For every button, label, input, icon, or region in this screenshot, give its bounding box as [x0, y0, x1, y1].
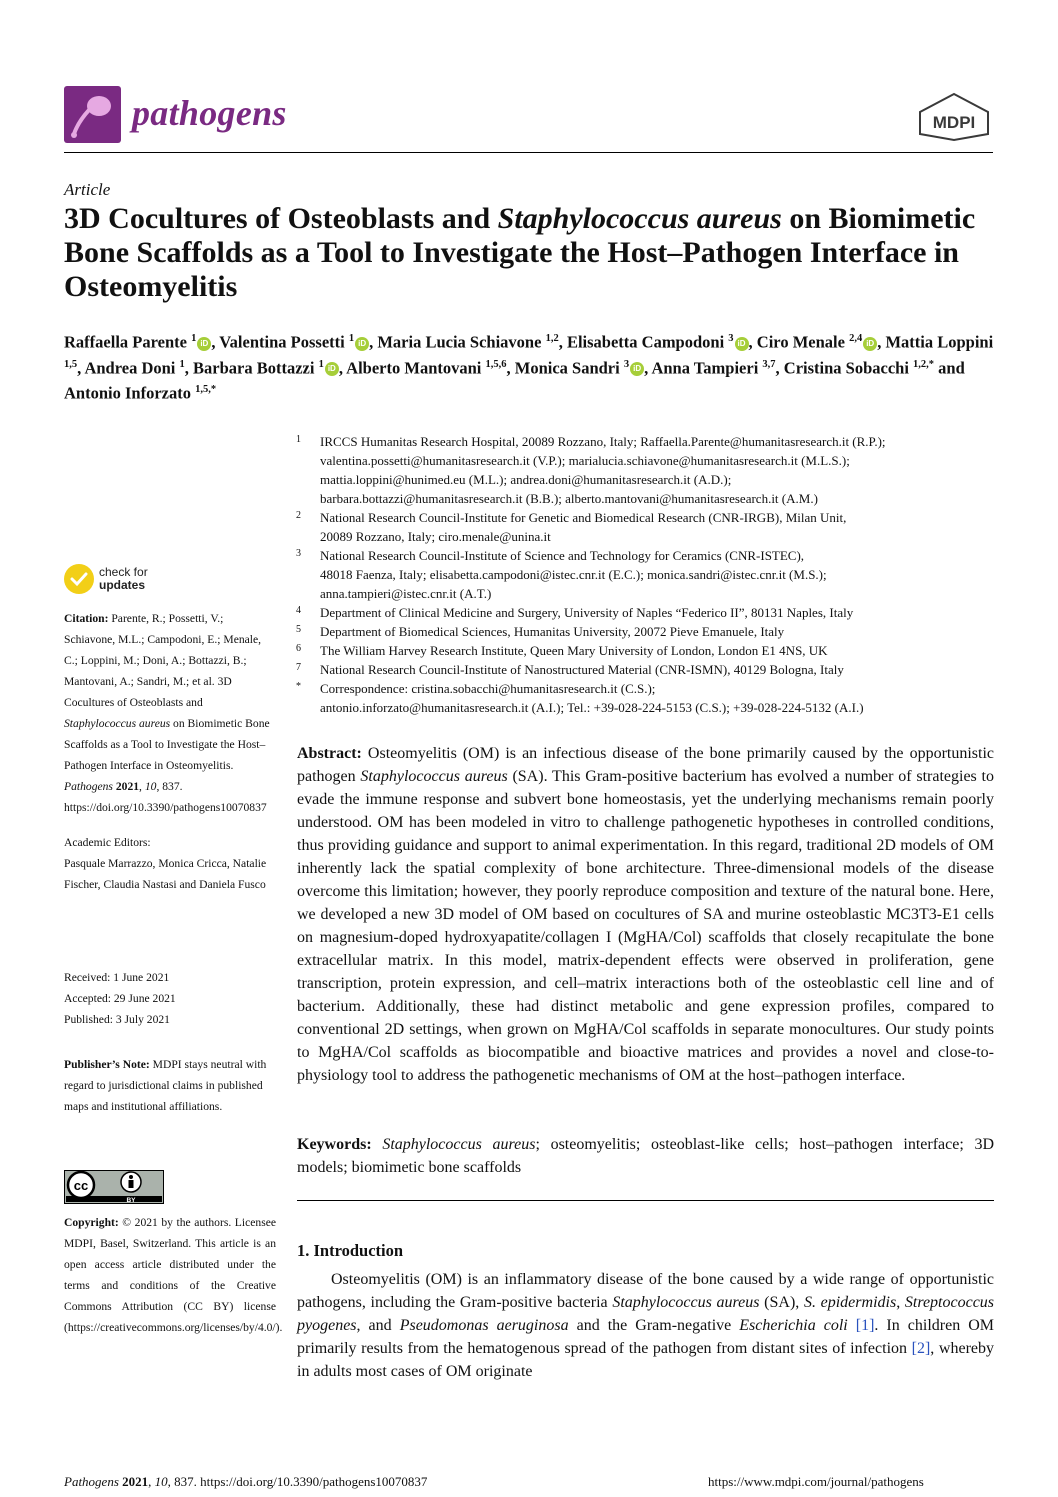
- author-name[interactable]: Mattia Loppini: [885, 332, 994, 352]
- cc-label: cc: [73, 1178, 89, 1193]
- affiliation-item: [296, 622, 996, 641]
- citation-text-1: Parente, R.; Possetti, V.; Schiavone, M.L.; Campodoni, E.; Menale, C.; Loppini, M.; Doni, A.; Bottazzi, B.; Mantovani, A.; Sandri, M.; et al. 3D Cocultures of Osteoblasts and: [64, 612, 262, 709]
- orcid-icon[interactable]: iD: [735, 337, 749, 351]
- article-type: Article: [64, 180, 111, 199]
- academic-editors: [64, 832, 276, 895]
- author-separator: ,: [506, 358, 515, 377]
- abstract-text-2: (SA). This Gram-positive bacterium has evolved a number of strategies to evade the immune response and subvert bone homeostasis, yet the underlying mechanisms remain poorly understood. OM has been modeled in vitro to challenge pathogenetic hypotheses in controlled conditions, thus providing guidance and support to animal experimentation. In this regard, traditional 2D models of OM inherently lack the spatial complexity of bone architecture. Three-dimensional models of the disease overcome this limitation; however, they poorly reproduce composition and texture of the natural bone. Here, we developed a new 3D model of OM based on cocultures of SA and murine osteoblastic MC3T3-E1 cells on magnesium-doped hydroxyapatite/collagen I (MgHA/Col) scaffolds that closely recapitulate the bone extracellular matrix. In this model, matrix-dependent effects were observed in proliferation, gene transcription, protein expression, and cell–matrix interactions both of the osteoblastic cell line and of bacterium. Additionally, these had distinct metabolic and gene expression profiles, compared to conventional 2D settings, when grown on MgHA/Col scaffolds in separate monocultures. Our study points to MgHA/Col scaffolds as biocompatible and bioactive matrices and provides a novel and close-to-physiology tool to address the pathogenetic mechanisms of OM at the host–pathogen interface.: [297, 768, 994, 1084]
- header-divider: [64, 152, 993, 153]
- orcid-icon[interactable]: iD: [355, 337, 369, 351]
- section-divider: [297, 1200, 994, 1201]
- intro-text: [848, 1317, 856, 1334]
- cc-by-license-badge[interactable]: [64, 1170, 164, 1204]
- affiliation-item: [296, 679, 996, 717]
- author-affiliation-marker: 2,4: [849, 333, 863, 344]
- title-organism: Staphylococcus aureus: [497, 202, 782, 235]
- orcid-icon[interactable]: iD: [325, 362, 339, 376]
- author-name[interactable]: Valentina Possetti: [219, 332, 345, 352]
- author-affiliation-marker: 1,5,*: [195, 384, 217, 395]
- intro-text: (SA),: [759, 1294, 804, 1311]
- affiliation-line: valentina.possetti@humanitasresearch.it (V.P.); marialucia.schiavone@humanitasresearch.it (M.L.S.);: [320, 453, 850, 468]
- title-part-1: 3D Cocultures of Osteoblasts and: [64, 202, 498, 235]
- affiliation-number: 4: [296, 605, 301, 616]
- affiliation-item: [296, 603, 996, 622]
- intro-text: . In children OM primarily results from the hematogenous spread of the pathogen from distant sites of infection: [297, 1317, 995, 1357]
- accepted-date: Accepted: 29 June 2021: [64, 992, 176, 1005]
- affiliation-line: barbara.bottazzi@humanitasresearch.it (B.B.); alberto.mantovani@humanitasresearch.it (A.M.): [320, 491, 818, 506]
- footer-journal: Pathogens: [64, 1474, 119, 1489]
- affiliation-list: [296, 432, 996, 717]
- affiliation-item: [296, 508, 996, 546]
- affiliation-line: National Research Council-Institute of Science and Technology for Ceramics (CNR-ISTEC),: [320, 548, 805, 563]
- author-separator: ,: [184, 358, 194, 377]
- footer-doi[interactable]: , 837. https://doi.org/10.3390/pathogens10070837: [167, 1474, 428, 1489]
- publisher-note-text: MDPI stays neutral with regard to jurisdictional claims in published maps and institutional affiliations.: [64, 1058, 267, 1113]
- affiliation-line: Department of Clinical Medicine and Surgery, University of Naples “Federico II”, 80131 Naples, Italy: [320, 605, 854, 620]
- abstract-organism: Staphylococcus aureus: [360, 768, 508, 785]
- intro-text: , and: [356, 1317, 400, 1334]
- abstract-text-1: Osteomyelitis (OM) is an infectious disease of the bone primarily caused by the opportunistic pathogen: [297, 745, 994, 785]
- author-affiliation-marker: 3: [623, 358, 630, 370]
- intro-organism: S. epidermidis: [803, 1294, 897, 1311]
- keywords: [297, 1133, 994, 1179]
- orcid-icon[interactable]: iD: [863, 337, 877, 351]
- intro-text: ,: [896, 1294, 905, 1311]
- affiliation-line: The William Harvey Research Institute, Queen Mary University of London, London E1 4NS, UK: [320, 643, 828, 658]
- copyright-text: © 2021 by the authors. Licensee MDPI, Basel, Switzerland. This article is an open access article distributed under the terms and conditions of the Creative Commons Attribution (CC BY) license (https://creativecommons.org/licenses/by/4.0/).: [64, 1216, 283, 1334]
- citation-volume: 10: [144, 780, 157, 793]
- author-affiliation-marker: 3,7: [762, 358, 776, 370]
- affiliation-number: *: [296, 681, 301, 692]
- intro-organism: Staphylococcus aureus: [612, 1294, 760, 1311]
- author-affiliation-marker: 1: [179, 358, 185, 370]
- affiliation-line: anna.tampieri@istec.cnr.it (A.T.): [320, 586, 492, 601]
- author-affiliation-marker: 1: [348, 333, 355, 344]
- copyright-label: Copyright:: [64, 1216, 119, 1229]
- author-affiliation-marker: 1,2,*: [913, 358, 935, 370]
- intro-text: and the Gram-negative: [568, 1317, 740, 1334]
- editors-names: Pasquale Marrazzo, Monica Cricca, Natalie Fischer, Claudia Nastasi and Daniela Fusco: [64, 857, 267, 891]
- affiliation-number: 3: [296, 548, 301, 559]
- by-label: BY: [126, 1197, 136, 1204]
- author-affiliation-marker: 3: [728, 333, 734, 344]
- author-name[interactable]: Anna Tampieri: [651, 358, 759, 377]
- intro-organism: Streptococcus pyogenes: [297, 1294, 995, 1334]
- author-list: [64, 328, 994, 405]
- affiliation-item: [296, 660, 996, 679]
- mdpi-logo-text: MDPI: [932, 113, 976, 132]
- author-name[interactable]: Cristina Sobacchi: [783, 358, 909, 377]
- citation-journal: Pathogens: [64, 780, 113, 793]
- affiliation-number: 2: [296, 510, 301, 521]
- check-updates-text: [99, 566, 148, 592]
- publication-dates: [64, 967, 276, 1030]
- affiliation-line: mattia.loppini@hunimed.eu (M.L.); andrea.doni@humanitasresearch.it (A.D.);: [320, 472, 732, 487]
- footer-volume: 10: [154, 1474, 168, 1489]
- reference-link[interactable]: [1]: [855, 1317, 875, 1334]
- author-separator: ,: [369, 332, 378, 352]
- citation-text-2: on Biomimetic Bone Scaffolds as a Tool to Investigate the Host–Pathogen Interface in Osteomyelitis.: [64, 717, 270, 772]
- affiliation-number: 1: [296, 434, 301, 445]
- footer-separator: ,: [148, 1474, 155, 1489]
- author-separator: ,: [877, 332, 886, 352]
- check-updates-line-1: check for: [99, 565, 148, 579]
- editors-label: Academic Editors:: [64, 836, 151, 849]
- affiliation-line: Correspondence: cristina.sobacchi@humanitasresearch.it (C.S.);: [320, 681, 656, 696]
- citation-year: 2021: [115, 780, 140, 793]
- author-separator: and: [934, 358, 965, 377]
- affiliation-line: National Research Council-Institute of Nanostructured Material (CNR-ISMN), 40129 Bologna, Italy: [320, 662, 844, 677]
- article-title: [64, 202, 994, 304]
- author-affiliation-marker: 1,2: [545, 333, 559, 344]
- author-name[interactable]: Maria Lucia Schiavone: [377, 332, 542, 352]
- intro-organism: Escherichia coli: [739, 1317, 848, 1334]
- author-name[interactable]: Barbara Bottazzi: [193, 358, 315, 377]
- author-name[interactable]: Ciro Menale: [756, 332, 845, 352]
- journal-logo: [64, 86, 121, 143]
- introduction-paragraph: [297, 1268, 994, 1383]
- citation-label: Citation:: [64, 612, 109, 625]
- section-heading-introduction: 1. Introduction: [297, 1241, 404, 1260]
- author-separator: ,: [775, 358, 784, 377]
- citation-block: Citation: Parente, R.; Possetti, V.; Schiavone, M.L.; Campodoni, E.; Menale, C.; Loppini, M.; Doni, A.; Bottazzi, B.; Mantovani, A.; Sandri, M.; et al. 3D Cocultures of Osteoblasts and Staphylococcus aureus on Biomimetic Bone Scaffolds as a Tool to Investigate the Host–Pathogen Interface in Osteomyelitis. Pathogens 2021, 10, 837. https://doi.org/10.3390/pathogens10070837: [64, 612, 270, 814]
- keyword-organism: Staphylococcus aureus: [371, 1136, 536, 1153]
- intro-text: Osteomyelitis (OM) is an inflammatory disease of the bone caused by a wide range of opportunistic pathogens, including the Gram-positive bacteria: [297, 1271, 994, 1311]
- author-name[interactable]: Antonio Inforzato: [64, 383, 191, 403]
- citation-organism: Staphylococcus aureus: [64, 717, 171, 730]
- author-affiliation-marker: 1,5,6: [485, 358, 507, 370]
- publisher-note-label: Publisher’s Note:: [64, 1058, 150, 1071]
- author-name[interactable]: Alberto Mantovani: [346, 358, 482, 377]
- author-separator: ,: [77, 358, 85, 377]
- author-separator: ,: [748, 332, 757, 352]
- author-name[interactable]: Raffaella Parente: [64, 332, 187, 352]
- footer-journal-url[interactable]: https://www.mdpi.com/journal/pathogens: [708, 1474, 924, 1489]
- keywords-label: Keywords:: [297, 1136, 372, 1153]
- published-date: Published: 3 July 2021: [64, 1013, 170, 1026]
- intro-text: , whereby in adults most cases of OM originate: [297, 1340, 994, 1380]
- author-name[interactable]: Andrea Doni: [84, 358, 176, 377]
- affiliation-number: 6: [296, 643, 301, 654]
- received-date: Received: 1 June 2021: [64, 971, 170, 984]
- author-separator: ,: [558, 332, 567, 352]
- footer-year: 2021: [118, 1474, 149, 1489]
- author-affiliation-marker: 1: [318, 358, 324, 370]
- author-separator: ,: [211, 332, 220, 352]
- affiliation-item: [296, 546, 996, 603]
- publisher-note: [64, 1054, 276, 1117]
- title-part-2: on Biomimetic Bone Scaffolds as a Tool to Investigate the Host–Pathogen Interface in Osteomyelitis: [64, 202, 976, 303]
- affiliation-line: Department of Biomedical Sciences, Humanitas University, 20072 Pieve Emanuele, Italy: [320, 624, 785, 639]
- affiliation-item: [296, 641, 996, 660]
- abstract-label: Abstract:: [297, 745, 362, 762]
- affiliation-number: 7: [296, 662, 301, 673]
- check-updates-line-2: updates: [99, 578, 146, 592]
- copyright-block: [64, 1212, 283, 1338]
- affiliation-line: antonio.inforzato@humanitasresearch.it (A.I.); Tel.: +39-028-224-5153 (C.S.); +39-028-224-5132 (A.I.): [320, 700, 864, 715]
- journal-name[interactable]: pathogens: [132, 93, 287, 133]
- citation-doi[interactable]: , 837. https://doi.org/10.3390/pathogens10070837: [64, 780, 267, 814]
- author-affiliation-marker: 1: [191, 333, 197, 344]
- abstract: [297, 742, 994, 1087]
- affiliation-item: [296, 432, 996, 508]
- mdpi-logo[interactable]: [916, 92, 992, 142]
- footer-citation: [64, 1474, 427, 1490]
- keywords-text: ; osteomyelitis; osteoblast-like cells; host–pathogen interface; 3D models; biomimetic bone scaffolds: [297, 1136, 994, 1176]
- author-name[interactable]: Monica Sandri: [514, 358, 620, 377]
- author-separator: ,: [338, 358, 347, 377]
- affiliation-line: 48018 Faenza, Italy; elisabetta.campodoni@istec.cnr.it (E.C.); monica.sandri@istec.cnr.it (M.S.);: [320, 567, 827, 582]
- author-name[interactable]: Elisabetta Campodoni: [566, 332, 725, 352]
- author-affiliation-marker: 1,5: [64, 358, 78, 370]
- author-separator: ,: [644, 358, 652, 377]
- affiliation-line: National Research Council-Institute for Genetic and Biomedical Research (CNR-IRGB), Milan Unit,: [320, 510, 847, 525]
- orcid-icon[interactable]: iD: [630, 362, 644, 376]
- affiliation-line: 20089 Rozzano, Italy; ciro.menale@unina.it: [320, 529, 551, 544]
- affiliation-number: 5: [296, 624, 301, 635]
- check-for-updates-badge[interactable]: [64, 564, 224, 598]
- check-updates-icon: [64, 564, 94, 594]
- reference-link[interactable]: [2]: [911, 1340, 931, 1357]
- intro-organism: Pseudomonas aeruginosa: [399, 1317, 569, 1334]
- affiliation-line: IRCCS Humanitas Research Hospital, 20089 Rozzano, Italy; Raffaella.Parente@humanitasresearch.it (R.P.);: [320, 434, 886, 449]
- orcid-icon[interactable]: iD: [197, 337, 211, 351]
